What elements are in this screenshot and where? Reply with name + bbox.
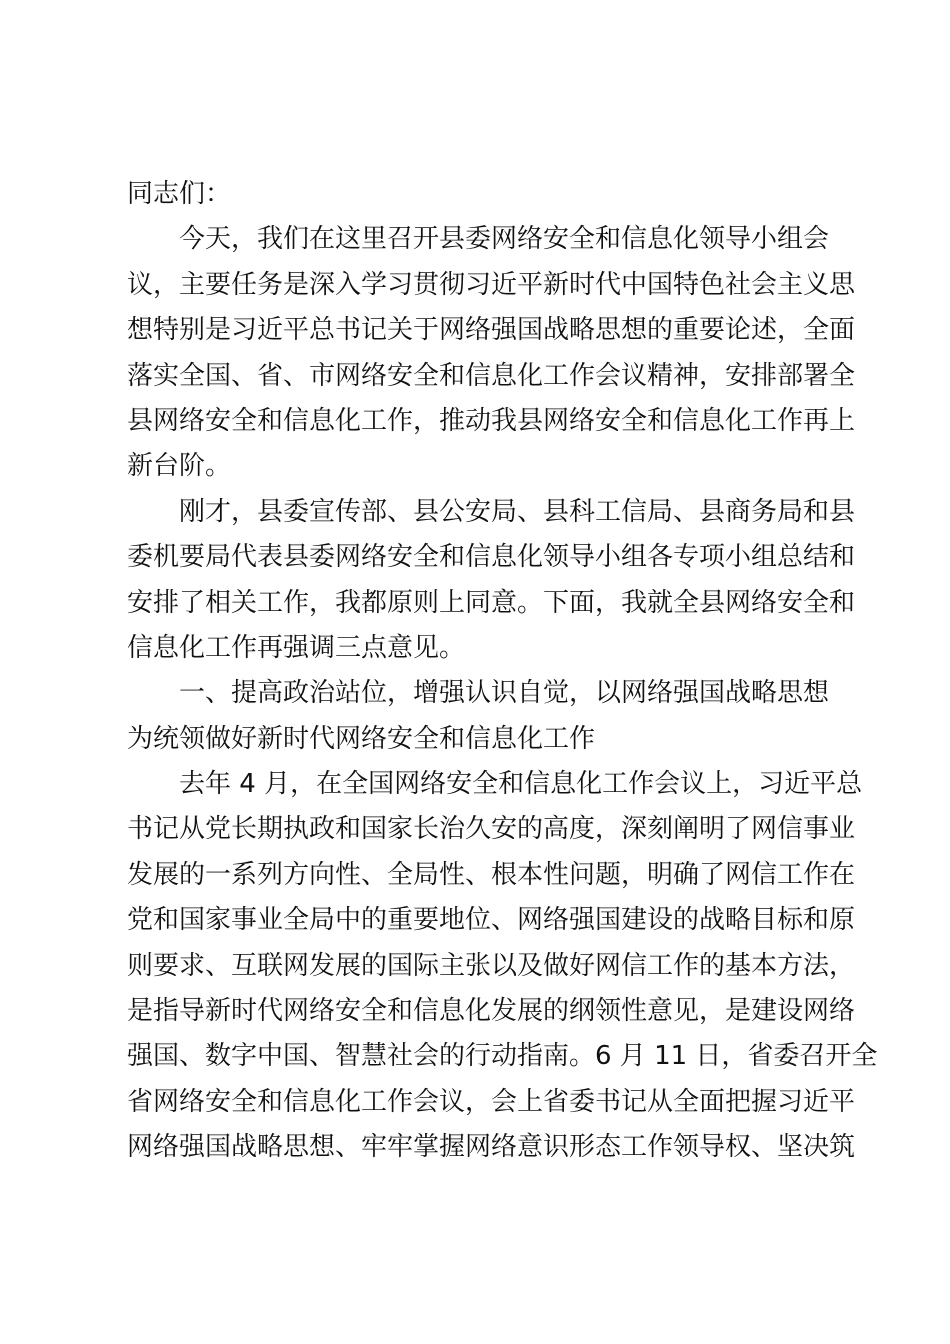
paragraph-line: 今天，我们在这里召开县委网络安全和信息化领导小组会 bbox=[179, 224, 830, 255]
paragraph-line: 信息化工作再强调三点意见。 bbox=[127, 632, 466, 663]
paragraph-line: 书记从党长期执政和国家长治久安的高度，深刻阐明了网信事业 bbox=[127, 814, 856, 845]
paragraph-line: 新台阶。 bbox=[127, 451, 232, 482]
paragraph-line: 委机要局代表县委网络安全和信息化领导小组各专项小组总结和 bbox=[127, 542, 856, 573]
paragraph-line: 安排了相关工作，我都原则上同意。下面，我就全县网络安全和 bbox=[127, 587, 856, 618]
salutation: 同志们： bbox=[127, 179, 232, 209]
paragraph-line: 省网络安全和信息化工作会议，会上省委书记从全面把握习近平 bbox=[127, 1086, 856, 1117]
paragraph-line: 落实全国、省、市网络安全和信息化工作会议精神，安排部署全 bbox=[127, 360, 856, 391]
section-heading-line: 一、提高政治站位，增强认识自觉，以网络强国战略思想 bbox=[179, 678, 830, 709]
paragraph-line: 刚才，县委宣传部、县公安局、县科工信局、县商务局和县 bbox=[179, 496, 856, 527]
paragraph-line: 是指导新时代网络安全和信息化发展的纲领性意见，是建设网络 bbox=[127, 996, 856, 1027]
paragraph-line: 去年 4 月，在全国网络安全和信息化工作会议上，习近平总 bbox=[179, 769, 863, 800]
paragraph-line: 想特别是习近平总书记关于网络强国战略思想的重要论述，全面 bbox=[127, 315, 856, 346]
paragraph-line: 党和国家事业全局中的重要地位、网络强国建设的战略目标和原 bbox=[127, 905, 856, 936]
paragraph-line: 县网络安全和信息化工作，推动我县网络安全和信息化工作再上 bbox=[127, 405, 856, 436]
section-heading-line: 为统领做好新时代网络安全和信息化工作 bbox=[127, 723, 596, 754]
paragraph-line: 强国、数字中国、智慧社会的行动指南。6 月 11 日，省委召开全 bbox=[127, 1041, 878, 1072]
paragraph-line: 发展的一系列方向性、全局性、根本性问题，明确了网信工作在 bbox=[127, 859, 856, 890]
paragraph-line: 网络强国战略思想、牢牢掌握网络意识形态工作领导权、坚决筑 bbox=[127, 1132, 856, 1163]
paragraph-line: 议，主要任务是深入学习贯彻习近平新时代中国特色社会主义思 bbox=[127, 269, 856, 300]
speech-body bbox=[127, 172, 878, 1171]
paragraph-line: 则要求、互联网发展的国际主张以及做好网信工作的基本方法， bbox=[127, 950, 856, 981]
